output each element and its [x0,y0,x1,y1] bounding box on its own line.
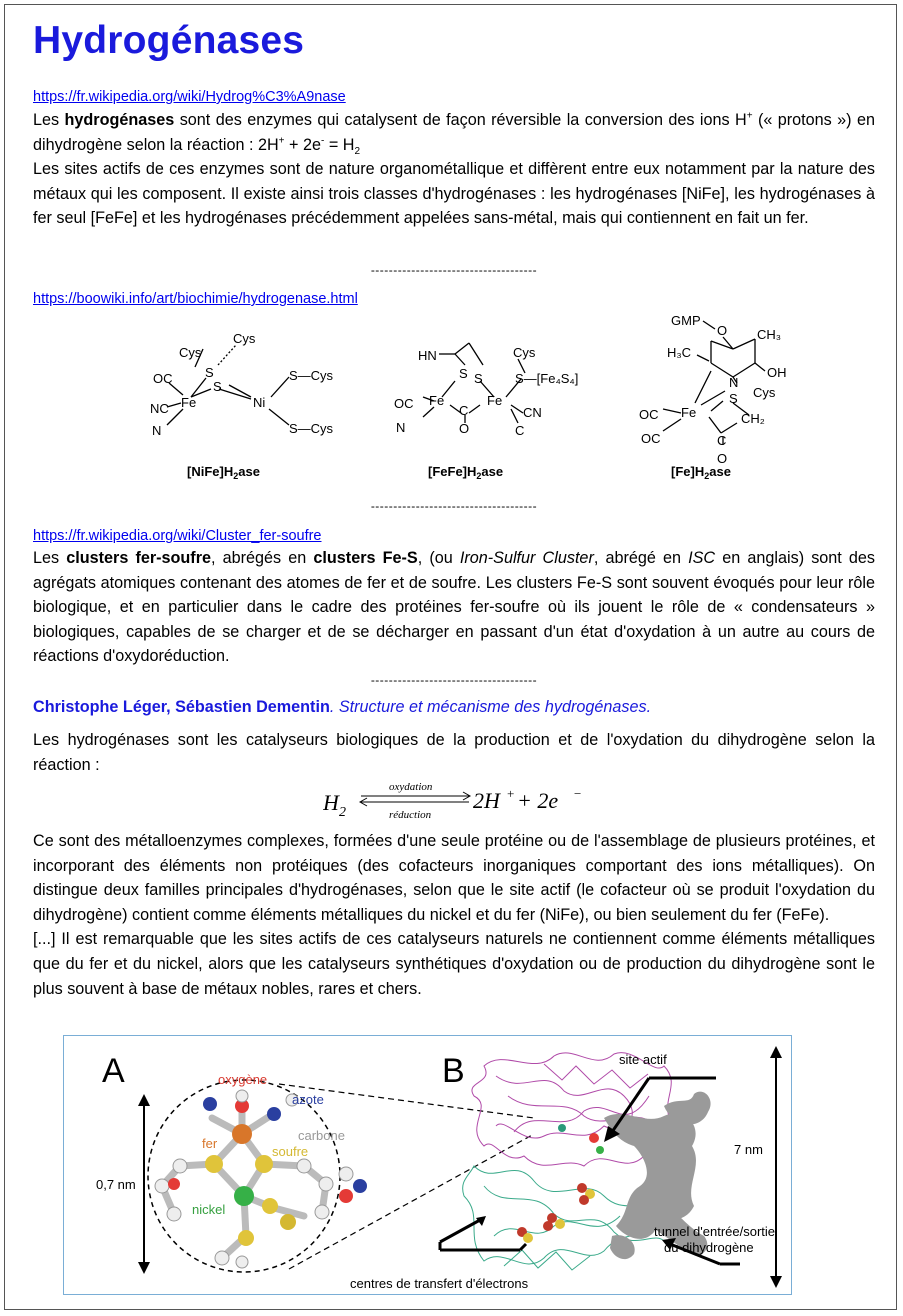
wikipedia-hydrogenase-link[interactable]: https://fr.wikipedia.org/wiki/Hydrog%C3%A9nase [33,89,346,105]
active-site-structures [93,305,813,490]
chem-atom-label: Fe [181,395,197,410]
label-azote: azote [292,1092,324,1107]
cluster-paragraph: Les clusters fer-soufre, abrégés en clusters Fe-S, (ou Iron-Sulfur Cluster, abrégé en ISC en anglais) sont des agrégats atomiques contenant des atomes de fer et de soufre. Les clusters Fe-S sont souvent évoqués pour leur rôle biologique, et en particulier dans le cadre des protéines fer-soufre où ils jouent le rôle de « condensateurs » biologiques, capables de se charger et de se décharger en passant d'un état d'oxydation à un autre au cours de réactions d'oxydoréduction. [33,549,876,666]
chem-atom-label: OC [153,371,173,386]
svg-text:−: − [574,786,582,801]
label-carbone: carbone [298,1128,345,1143]
chem-atom-label: S [729,391,738,406]
chem-atom-label: OH [767,365,787,380]
chem-atom-label: Fe [487,393,503,408]
section-cluster-fer-soufre [33,527,875,545]
hydrogenase-figure [63,1035,792,1295]
chem-atom-label: O [717,323,728,338]
svg-text:2H: 2H [473,788,500,813]
figure-canvas [64,1036,791,1294]
chem-atom-label: OC [639,407,659,422]
svg-text:2: 2 [339,805,346,820]
chem-atom-label: S—Cys [289,421,334,436]
active-sites-paragraph: Les sites actifs de ces enzymes sont de nature organométallique et diffèrent entre eux notamment par la nature des métaux qui les composent. Il existe ainsi trois classes d'hydrogénases : les hydrogénases [NiFe], les hydrogénases à fer seul [FeFe] et les hydrogénases précédemment appelées sans-métal, mais qui contiennent en fait un fer. [33,160,875,228]
metalloenzyme-block [33,829,875,1001]
metalloenzyme-paragraph: Ce sont des métalloenzymes complexes, formées d'une seule protéine ou de l'assemblage de plusieurs protéines, et incorporant des éléments non protéiques (des cofacteurs inorganiques comportant des ions métalliques). On distingue deux familles principales d'hydrogénases, selon que le site actif (le cofacteur où se produit l'oxydation du dihydrogène) contient comme éléments métalliques du nickel et du fer (NiFe), ou bien seulement du fer (FeFe). [33,832,875,924]
s-atom [255,1155,273,1173]
chem-atom-label: S [205,365,214,380]
chem-atom-label: S—[Fe₄S₄] [515,371,579,386]
cluster-paragraph-block [33,546,875,669]
chem-atom-label: HN [418,348,437,363]
chem-atom-label: Fe [429,393,445,408]
active-site-model [155,1090,367,1268]
chem-atom-label: S [459,366,468,381]
chem-atom-label: Cys [753,385,776,400]
label-fer: fer [202,1136,218,1151]
document-page [4,4,897,1310]
chem-atom-label: Ni [253,395,266,410]
chem-atom-label: GMP [671,313,701,328]
label-nickel: nickel [192,1202,226,1217]
label-tunnel-2: du dihydrogène [664,1240,754,1255]
label-centres: centres de transfert d'électrons [350,1276,529,1291]
label-tunnel-1: tunnel d'entrée/sortie [654,1224,776,1239]
citation-line: Christophe Léger, Sébastien Dementin. Structure et mécanisme des hydrogénases. [33,698,652,716]
chem-atom-label: Cys [513,345,536,360]
chem-atom-label: S [213,379,222,394]
chem-atom-label: C [717,433,727,448]
hydrogenase-definition [33,108,875,231]
fe-structure [663,321,765,445]
chem-atom-label: CN [523,405,542,420]
page-title: Hydrogénases [33,19,305,62]
boowiki-link[interactable]: https://boowiki.info/art/biochimie/hydrogenase.html [33,291,358,307]
section-wikipedia-hydrogenase [33,88,875,106]
chem-atom-label: H₃C [667,345,692,360]
chem-atom-label: N [152,423,162,438]
reaction-intro-block [33,728,875,777]
chem-atom-label: Fe [681,405,697,420]
chem-atom-label: S—Cys [289,368,334,383]
separator: ------------------------------------- [370,673,538,687]
reaction-intro: Les hydrogénases sont les catalyseurs biologiques de la production et de l'oxydation du dihydrogène selon la réaction : [33,731,875,774]
nife-caption: $[NiFe]H_2ase$ [187,464,260,481]
panel-b-label: B [442,1052,465,1090]
fefe-caption: $[FeFe]H_2ase$ [428,464,504,481]
remarkable-paragraph: [...] Il est remarquable que les sites actifs de ces catalyseurs naturels ne contiennent comme éléments métalliques que du fer et du nickel, alors que les catalyseurs synthétiques d'oxydation ou de production du dihydrogène sont le plus souvent à base de métaux nobles, rares et chers. [33,930,875,998]
definition-paragraph: Les hydrogénases sont des enzymes qui catalysent de façon réversible la conversion des ions H+ (« protons ») en dihydrogène selon la réaction : $2H^+ + 2e^- = H_2$ [33,110,875,157]
chem-atom-label: C [459,403,469,418]
svg-text:réduction: réduction [389,809,432,821]
scale-a-label: 0,7 nm [96,1177,136,1192]
fe-atom [232,1124,252,1144]
s-atom [205,1155,223,1173]
chem-atom-label: CH₂ [741,411,765,426]
chem-atom-label: Cys [179,345,202,360]
svg-text:+: + [507,786,515,801]
electron-transfer-centers [517,1183,595,1243]
label-site-actif: site actif [619,1052,667,1067]
svg-text:H: H [323,790,339,815]
chem-atom-label: O [717,451,728,466]
chem-atom-label: C [515,423,525,438]
label-soufre: soufre [272,1144,309,1159]
separator: ------------------------------------- [370,263,538,277]
svg-text:+ 2e: + 2e [517,788,559,813]
chem-atom-label: N [729,375,739,390]
reaction-equation [323,778,593,828]
separator: ------------------------------------- [370,499,538,513]
chem-atom-label: OC [394,396,414,411]
citation-block [33,695,875,720]
chem-atom-label: CH₃ [757,327,782,342]
chem-atom-label: N [396,420,406,435]
chem-atom-label: OC [641,431,661,446]
label-oxygene: oxygène [218,1072,268,1087]
ni-atom [234,1186,254,1206]
scale-b-label: 7 nm [734,1142,763,1157]
svg-text:oxydation: oxydation [389,781,433,793]
chem-atom-label: S [474,371,483,386]
chem-atom-label: O [459,421,470,436]
panel-a-label: A [102,1052,125,1090]
fe-caption: $[Fe]H_2ase$ [671,464,731,481]
chem-atom-label: Cys [233,331,256,346]
chem-atom-label: NC [150,401,169,416]
wikipedia-cluster-link[interactable]: https://fr.wikipedia.org/wiki/Cluster_fer-soufre [33,528,322,544]
